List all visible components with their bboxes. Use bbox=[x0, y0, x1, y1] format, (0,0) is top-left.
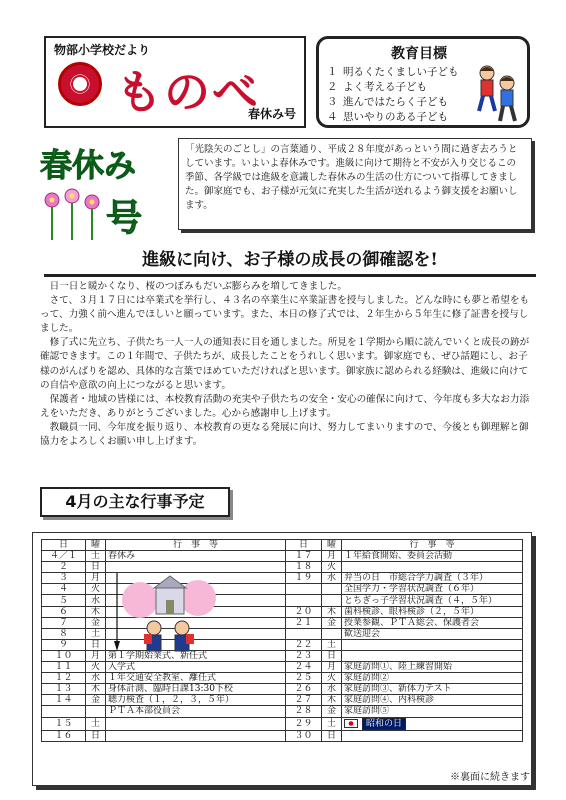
weekday-cell: 木 bbox=[86, 684, 106, 695]
day-cell: １０ bbox=[42, 650, 86, 661]
schedule-box bbox=[32, 532, 532, 786]
event-cell: 家庭訪問④、内科検診 bbox=[342, 695, 523, 706]
weekday-cell bbox=[322, 628, 342, 639]
day-cell: １８ bbox=[286, 562, 322, 573]
schedule-row bbox=[42, 562, 523, 573]
event-cell bbox=[342, 650, 523, 661]
day-cell: ９ bbox=[42, 639, 86, 650]
day-cell bbox=[286, 595, 322, 606]
schedule-row bbox=[42, 662, 523, 673]
day-cell: １９ bbox=[286, 573, 322, 584]
day-cell: ２９ bbox=[286, 717, 322, 730]
event-cell: 入学式 bbox=[106, 662, 286, 673]
weekday-cell bbox=[86, 706, 106, 717]
day-cell: ２６ bbox=[286, 684, 322, 695]
event-cell: 弁当の日 市総合学力調査（３年） bbox=[342, 573, 523, 584]
article-body bbox=[40, 280, 532, 449]
day-cell: ３０ bbox=[286, 730, 322, 741]
school-entrance-illustration bbox=[118, 570, 218, 660]
col-day: 日 bbox=[42, 540, 86, 551]
spring-title-main: 春休み bbox=[40, 146, 137, 184]
day-cell: １２ bbox=[42, 673, 86, 684]
weekday-cell: 月 bbox=[86, 650, 106, 661]
day-cell: １５ bbox=[42, 717, 86, 730]
weekday-cell: 金 bbox=[86, 695, 106, 706]
day-cell: １４ bbox=[42, 695, 86, 706]
event-cell: 家庭訪問③、新体力テスト bbox=[342, 684, 523, 695]
article-paragraph: 教職員一同、今年度を振り返り、本校教育の更なる発展に向け、努力してまいりますので、今後とも御理解と御協力をよろしくお願い申し上げます。 bbox=[40, 421, 529, 448]
weekday-cell: 木 bbox=[86, 606, 106, 617]
day-cell: ２７ bbox=[286, 695, 322, 706]
event-cell: 歓送迎会 bbox=[342, 628, 523, 639]
weekday-cell: 木 bbox=[322, 606, 342, 617]
goals-title: 教育目標 bbox=[391, 46, 447, 62]
weekday-cell: 土 bbox=[322, 717, 342, 730]
school-name: 物部小学校だより bbox=[54, 43, 151, 57]
event-cell: 家庭訪問② bbox=[342, 673, 523, 684]
weekday-cell: 火 bbox=[86, 662, 106, 673]
weekday-cell: 土 bbox=[86, 628, 106, 639]
event-cell bbox=[342, 562, 523, 573]
weekday-cell: 金 bbox=[322, 706, 342, 717]
event-cell: 全国学力・学習状況調査（６年） bbox=[342, 584, 523, 595]
japan-flag-icon bbox=[344, 719, 358, 728]
day-cell: ２２ bbox=[286, 639, 322, 650]
schedule-row bbox=[42, 695, 523, 706]
day-cell: ２ bbox=[42, 562, 86, 573]
article-headline: 進級に向け、お子様の成長の御確認を! bbox=[44, 245, 536, 277]
goal-item: ４ 思いやりのある子ども bbox=[327, 111, 448, 123]
day-cell: ２８ bbox=[286, 706, 322, 717]
event-cell: １年交通安全教室、離任式 bbox=[106, 673, 286, 684]
schedule-row bbox=[42, 730, 523, 741]
school-seal-icon bbox=[58, 62, 102, 106]
weekday-cell: 水 bbox=[322, 684, 342, 695]
education-goals bbox=[316, 36, 530, 128]
weekday-cell: 金 bbox=[322, 617, 342, 628]
event-cell: 春休み bbox=[106, 551, 286, 562]
weekday-cell: 水 bbox=[86, 595, 106, 606]
issue-label: 春休み号 bbox=[247, 107, 296, 121]
weekday-cell: 月 bbox=[322, 551, 342, 562]
day-cell bbox=[286, 584, 322, 595]
weekday-cell: 日 bbox=[86, 730, 106, 741]
weekday-cell: 土 bbox=[322, 639, 342, 650]
goal-item: １ 明るくたくましい子ども bbox=[327, 66, 459, 78]
col-weekday: 曜 bbox=[322, 540, 342, 551]
event-cell: ＰＴＡ本部役員会 bbox=[106, 706, 286, 717]
continued-note: ※裏面に続きます bbox=[450, 772, 530, 783]
schedule-row bbox=[42, 706, 523, 717]
weekday-cell: 水 bbox=[86, 673, 106, 684]
day-cell: ５ bbox=[42, 595, 86, 606]
spring-break-title bbox=[40, 140, 158, 240]
tulip-flowers-icon bbox=[40, 184, 104, 240]
holiday-label: 昭和の日 bbox=[362, 718, 406, 730]
day-cell: ３ bbox=[42, 573, 86, 584]
goal-item: ３ 進んではたらく子ども bbox=[327, 96, 448, 108]
event-cell bbox=[342, 639, 523, 650]
day-cell: １７ bbox=[286, 551, 322, 562]
col-events: 行 事 等 bbox=[342, 540, 523, 551]
article-paragraph: 日一日と暖かくなり、桜のつぼみもだいぶ膨らみを増してきました。 bbox=[49, 281, 347, 292]
col-day: 日 bbox=[286, 540, 322, 551]
day-cell: ２１ bbox=[286, 617, 322, 628]
weekday-cell: 水 bbox=[322, 573, 342, 584]
day-cell: ４／１ bbox=[42, 551, 86, 562]
day-cell: ２５ bbox=[286, 673, 322, 684]
weekday-cell: 日 bbox=[86, 562, 106, 573]
event-cell bbox=[106, 717, 286, 730]
day-cell: ６ bbox=[42, 606, 86, 617]
col-events: 行 事 等 bbox=[106, 540, 286, 551]
day-cell: １６ bbox=[42, 730, 86, 741]
goal-item: ２ よく考える子ども bbox=[327, 81, 427, 93]
day-cell: ２３ bbox=[286, 650, 322, 661]
weekday-cell bbox=[322, 595, 342, 606]
weekday-cell: 金 bbox=[86, 617, 106, 628]
weekday-cell: 土 bbox=[86, 717, 106, 730]
intro-box: 「光陰矢のごとし」の言葉通り、平成２８年度があっという間に過ぎ去ろうとしています。いよいよ春休みです。進級に向けて期待と不安が入り交じるこの季節、各学級では進級を意識した春休みの生活の仕方について指導してきました。御家庭でも、お子様が元気に充実した生活が送れるよう御支援をお願いします。 bbox=[178, 138, 532, 230]
schedule-row bbox=[42, 684, 523, 695]
day-cell bbox=[42, 706, 86, 717]
day-cell: １１ bbox=[42, 662, 86, 673]
weekday-cell bbox=[322, 584, 342, 595]
schedule-row bbox=[42, 673, 523, 684]
event-cell: 身体計測、臨時日課13:30下校 bbox=[106, 684, 286, 695]
schedule-row bbox=[42, 650, 523, 661]
weekday-cell: 土 bbox=[86, 551, 106, 562]
schedule-header-row bbox=[42, 540, 523, 551]
weekday-cell: 月 bbox=[322, 662, 342, 673]
weekday-cell: 日 bbox=[322, 650, 342, 661]
event-cell: 授業参観、ＰＴＡ総会、保護者会 bbox=[342, 617, 523, 628]
schedule-row bbox=[42, 717, 523, 730]
col-weekday: 曜 bbox=[86, 540, 106, 551]
event-cell bbox=[342, 717, 523, 730]
day-cell: ２０ bbox=[286, 606, 322, 617]
weekday-cell: 日 bbox=[322, 730, 342, 741]
day-cell bbox=[286, 628, 322, 639]
weekday-cell: 火 bbox=[322, 562, 342, 573]
weekday-cell: 日 bbox=[86, 639, 106, 650]
day-cell: １３ bbox=[42, 684, 86, 695]
newsletter-title: ものべ bbox=[116, 65, 260, 119]
event-cell: とちぎっ子学習状況調査（４，５年） bbox=[342, 595, 523, 606]
spring-title-sub: 号 bbox=[106, 198, 143, 239]
weekday-cell: 火 bbox=[322, 673, 342, 684]
event-cell: 聴力検査（１，２，３，５年） bbox=[106, 695, 286, 706]
event-cell: 第１学期始業式、新任式 bbox=[106, 650, 286, 661]
article-paragraph: 修了式に先立ち、子供たち一人一人の通知表に目を通しました。所見を１学期から順に読んでいくと成長の跡が確認できます。この１年間で、子供たちが、成長したことをうれしく思います。御家庭でも、ぜひ話題にし、お子様のがんばりを認め、具体的な言葉でほめていただければと思います。御家族に認められる経験は、進級に向けての自信や意欲の向上につながると思います。 bbox=[40, 337, 530, 391]
day-cell: ８ bbox=[42, 628, 86, 639]
running-kids-icon bbox=[473, 63, 521, 125]
schedule-row bbox=[42, 551, 523, 562]
event-cell bbox=[342, 730, 523, 741]
weekday-cell: 火 bbox=[86, 584, 106, 595]
schedule-title: 4月の主な行事予定 bbox=[40, 487, 230, 517]
event-cell bbox=[106, 730, 286, 741]
goals-list bbox=[327, 65, 459, 125]
weekday-cell: 木 bbox=[322, 695, 342, 706]
article-paragraph: 保護者・地域の皆様には、本校教育活動の充実や子供たちの安全・安心の確保に向けて、今年度も多大なお力添えをいただき、ありがとうございました。心から感謝申し上げます。 bbox=[40, 393, 530, 419]
event-cell: 家庭訪問①、陸上練習開始 bbox=[342, 662, 523, 673]
day-cell: ４ bbox=[42, 584, 86, 595]
event-cell: １年給食開始、委員会活動 bbox=[342, 551, 523, 562]
day-cell: ２４ bbox=[286, 662, 322, 673]
event-cell: 家庭訪問⑤ bbox=[342, 706, 523, 717]
weekday-cell: 月 bbox=[86, 573, 106, 584]
masthead bbox=[44, 36, 306, 128]
article-paragraph: さて、３月１７日には卒業式を挙行し、４３名の卒業生に卒業証書を授与しました。どんな時にも夢と希望をもって、力強く前へ進んでほしいと願っています。また、本日の修了式では、２年生から５年生に修了証書を授与しました。 bbox=[40, 295, 530, 335]
event-cell: 歯科検診、眼科検診（２，５年） bbox=[342, 606, 523, 617]
day-cell: ７ bbox=[42, 617, 86, 628]
